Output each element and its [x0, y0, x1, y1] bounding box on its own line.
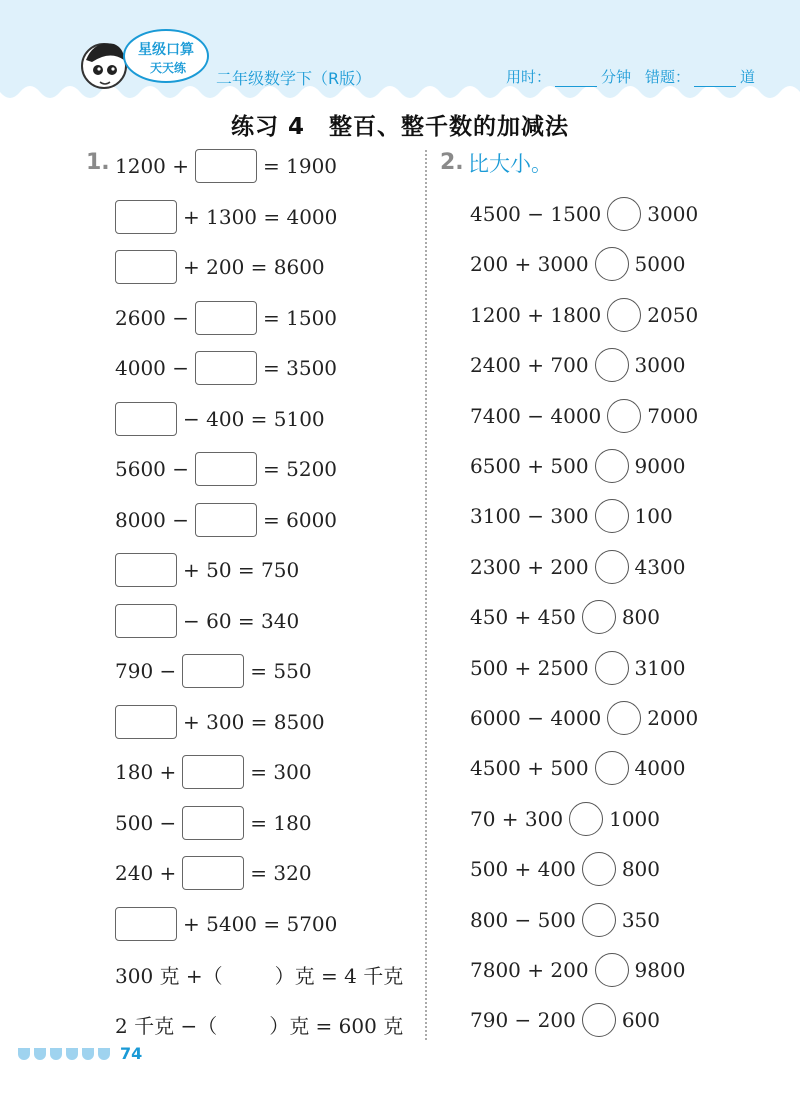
q1-row-suffix: ）克 = 600 克	[269, 1014, 404, 1038]
q2-row	[470, 801, 660, 837]
q1-answer-box[interactable]	[115, 553, 177, 587]
q1-answer-box[interactable]	[195, 452, 257, 486]
q1-row	[115, 148, 337, 184]
q2-right-value: 2000	[647, 706, 699, 730]
q1-row	[115, 300, 337, 336]
q1-row-prefix: 180 +	[115, 760, 177, 784]
q2-compare-circle[interactable]	[595, 247, 629, 281]
q1-row-suffix: = 3500	[263, 356, 338, 380]
q2-left-expression: 6000 − 4000	[470, 706, 602, 730]
q2-compare-circle[interactable]	[595, 953, 629, 987]
q2-row	[470, 246, 685, 282]
q1-row	[115, 401, 325, 437]
q2-compare-circle[interactable]	[595, 550, 629, 584]
q2-right-value: 100	[634, 504, 673, 529]
q2-row	[470, 851, 660, 887]
q2-row	[470, 750, 685, 786]
q1-answer-box[interactable]	[115, 907, 177, 941]
q2-row	[470, 448, 685, 484]
time-label: 用时：	[506, 68, 552, 86]
q1-answer-box[interactable]	[115, 250, 177, 284]
q2-right-value: 4300	[634, 554, 686, 579]
q1-row	[115, 956, 403, 992]
q2-left-expression: 500 + 400	[470, 857, 576, 882]
q2-left-expression: 790 − 200	[470, 1008, 576, 1033]
q1-row-suffix: + 5400 = 5700	[183, 911, 338, 936]
grade-label: 二年级数学下（R版）	[216, 69, 372, 88]
q1-answer-box[interactable]	[195, 149, 257, 183]
q1-row-prefix: 5600 −	[115, 457, 190, 481]
q2-left-expression: 7400 − 4000	[470, 403, 602, 428]
time-blank[interactable]	[555, 71, 597, 87]
q2-right-value: 4000	[634, 756, 686, 781]
q1-row-suffix: − 60 = 340	[183, 608, 300, 633]
q1-row-suffix: + 1300 = 4000	[183, 204, 338, 229]
q1-row-suffix: + 300 = 8500	[183, 709, 325, 734]
q2-right-value: 9800	[634, 958, 686, 982]
q1-row-suffix: = 1900	[263, 154, 338, 178]
q1-row	[115, 906, 337, 942]
q2-compare-circle[interactable]	[595, 651, 629, 685]
q1-answer-box[interactable]	[182, 856, 244, 890]
q2-right-value: 600	[621, 1008, 661, 1033]
q1-answer-box[interactable]	[115, 402, 177, 436]
q2-left-expression: 2300 + 200	[470, 554, 589, 579]
q2-left-expression: 1200 + 1800	[470, 302, 602, 327]
logo-text-line2: 天天练	[149, 61, 187, 75]
q2-compare-circle[interactable]	[582, 903, 616, 937]
q1-answer-box[interactable]	[195, 503, 257, 537]
q1-row	[115, 199, 337, 235]
errors-label: 错题：	[645, 68, 691, 86]
q1-answer-box[interactable]	[182, 806, 244, 840]
q1-row	[115, 603, 299, 639]
q1-row	[115, 855, 312, 891]
q2-left-expression: 200 + 3000	[470, 252, 589, 277]
q1-row-suffix: = 180	[250, 810, 312, 835]
q2-left-expression: 3100 − 300	[470, 504, 589, 529]
q2-right-value: 3000	[634, 353, 686, 378]
q2-compare-circle[interactable]	[582, 1003, 616, 1037]
q2-left-expression: 70 + 300	[470, 806, 564, 831]
q2-compare-circle[interactable]	[607, 197, 641, 231]
q2-compare-circle[interactable]	[595, 449, 629, 483]
q1-row-suffix: − 400 = 5100	[183, 406, 325, 431]
q2-left-expression: 7800 + 200	[470, 958, 589, 982]
q2-compare-circle[interactable]	[582, 852, 616, 886]
q1-row-prefix: 300 克 +（	[115, 963, 223, 988]
q2-left-expression: 500 + 2500	[470, 655, 589, 680]
q1-answer-box[interactable]	[115, 200, 177, 234]
q1-row-prefix: 790 −	[115, 659, 177, 683]
q2-left-expression: 4500 + 500	[470, 756, 589, 781]
errors-blank[interactable]	[694, 71, 736, 87]
q2-left-expression: 4500 − 1500	[470, 202, 602, 226]
q2-right-value: 3100	[634, 655, 686, 680]
q1-row-suffix: = 320	[250, 861, 312, 885]
q1-row-prefix: 240 +	[115, 861, 177, 885]
q1-row-prefix: 2600 −	[115, 305, 190, 330]
q2-compare-circle[interactable]	[607, 298, 641, 332]
footer-dot-icon	[66, 1048, 78, 1060]
page-footer	[18, 1044, 142, 1063]
q2-left-expression: 800 − 500	[470, 907, 576, 932]
q2-right-value: 2050	[647, 302, 699, 327]
q1-row-suffix: = 5200	[263, 457, 338, 481]
q2-row	[470, 347, 685, 383]
q2-row	[470, 297, 698, 333]
q2-right-value: 800	[621, 857, 661, 882]
q1-row	[115, 451, 337, 487]
q1-row	[115, 552, 299, 588]
q2-right-value: 1000	[609, 806, 661, 831]
q2-right-value: 5000	[634, 252, 686, 277]
q2-row	[470, 700, 698, 736]
question-2-number: 2.	[440, 150, 464, 175]
q2-left-expression: 2400 + 700	[470, 353, 589, 378]
q1-row-suffix: = 1500	[263, 305, 338, 330]
q1-row	[115, 1007, 403, 1043]
q2-row	[470, 498, 673, 534]
q1-row	[115, 249, 325, 285]
q2-right-value: 3000	[647, 202, 699, 226]
page-number: 74	[120, 1044, 143, 1063]
q2-right-value: 9000	[634, 454, 686, 478]
q1-row	[115, 350, 337, 386]
q1-answer-box[interactable]	[182, 755, 244, 789]
q1-answer-box[interactable]	[182, 654, 244, 688]
footer-dot-icon	[98, 1048, 110, 1060]
q1-row-prefix: 4000 −	[115, 356, 190, 380]
q2-row	[470, 952, 685, 988]
q1-row-suffix: = 550	[250, 659, 312, 683]
q2-row	[470, 599, 660, 635]
q1-row-suffix: = 300	[250, 760, 312, 784]
count-label: 道	[740, 68, 756, 86]
footer-dot-icon	[82, 1048, 94, 1060]
q2-right-value: 350	[621, 907, 661, 932]
q2-row	[470, 1002, 660, 1038]
q1-row	[115, 805, 312, 841]
question-1-number: 1.	[86, 150, 110, 175]
q1-row	[115, 653, 312, 689]
q2-compare-circle[interactable]	[607, 399, 641, 433]
footer-dot-icon	[34, 1048, 46, 1060]
q1-row	[115, 502, 337, 538]
column-divider	[425, 150, 427, 1040]
footer-dot-icon	[50, 1048, 62, 1060]
footer-dot-icon	[18, 1048, 30, 1060]
q1-row-suffix: + 50 = 750	[183, 558, 300, 582]
q2-compare-circle[interactable]	[607, 701, 641, 735]
q1-row-suffix: ）克 = 4 千克	[274, 963, 404, 988]
q2-compare-circle[interactable]	[595, 348, 629, 382]
q1-row	[115, 704, 325, 740]
q2-compare-circle[interactable]	[569, 802, 603, 836]
logo-text-line1: 星级口算	[138, 42, 194, 58]
q2-right-value: 800	[621, 605, 661, 630]
q2-row	[470, 650, 685, 686]
q1-row	[115, 754, 312, 790]
q2-row	[470, 549, 685, 585]
time-error-record	[506, 66, 755, 87]
q1-row-prefix: 1200 +	[115, 154, 190, 178]
minute-label: 分钟	[601, 68, 632, 86]
q1-answer-box[interactable]	[195, 301, 257, 335]
q2-compare-circle[interactable]	[582, 600, 616, 634]
q1-row-prefix: 2 千克 −（	[115, 1014, 218, 1038]
q1-answer-box[interactable]	[115, 604, 177, 638]
q1-row-suffix: + 200 = 8600	[183, 255, 325, 279]
question-2-prompt: 比大小。	[468, 152, 552, 176]
q2-compare-circle[interactable]	[595, 751, 629, 785]
q2-compare-circle[interactable]	[595, 499, 629, 533]
q2-left-expression: 450 + 450	[470, 605, 576, 630]
q1-answer-box[interactable]	[195, 351, 257, 385]
q1-row-prefix: 8000 −	[115, 507, 190, 532]
q2-row	[470, 398, 698, 434]
q1-row-suffix: = 6000	[263, 507, 338, 532]
q2-row	[470, 902, 660, 938]
q2-row	[470, 196, 698, 232]
page-title: 练习 4 整百、整千数的加减法	[230, 114, 569, 140]
q1-answer-box[interactable]	[115, 705, 177, 739]
q2-right-value: 7000	[647, 403, 699, 428]
mascot-logo-icon	[80, 26, 210, 100]
q1-row-prefix: 500 −	[115, 810, 177, 835]
q2-left-expression: 6500 + 500	[470, 454, 589, 478]
